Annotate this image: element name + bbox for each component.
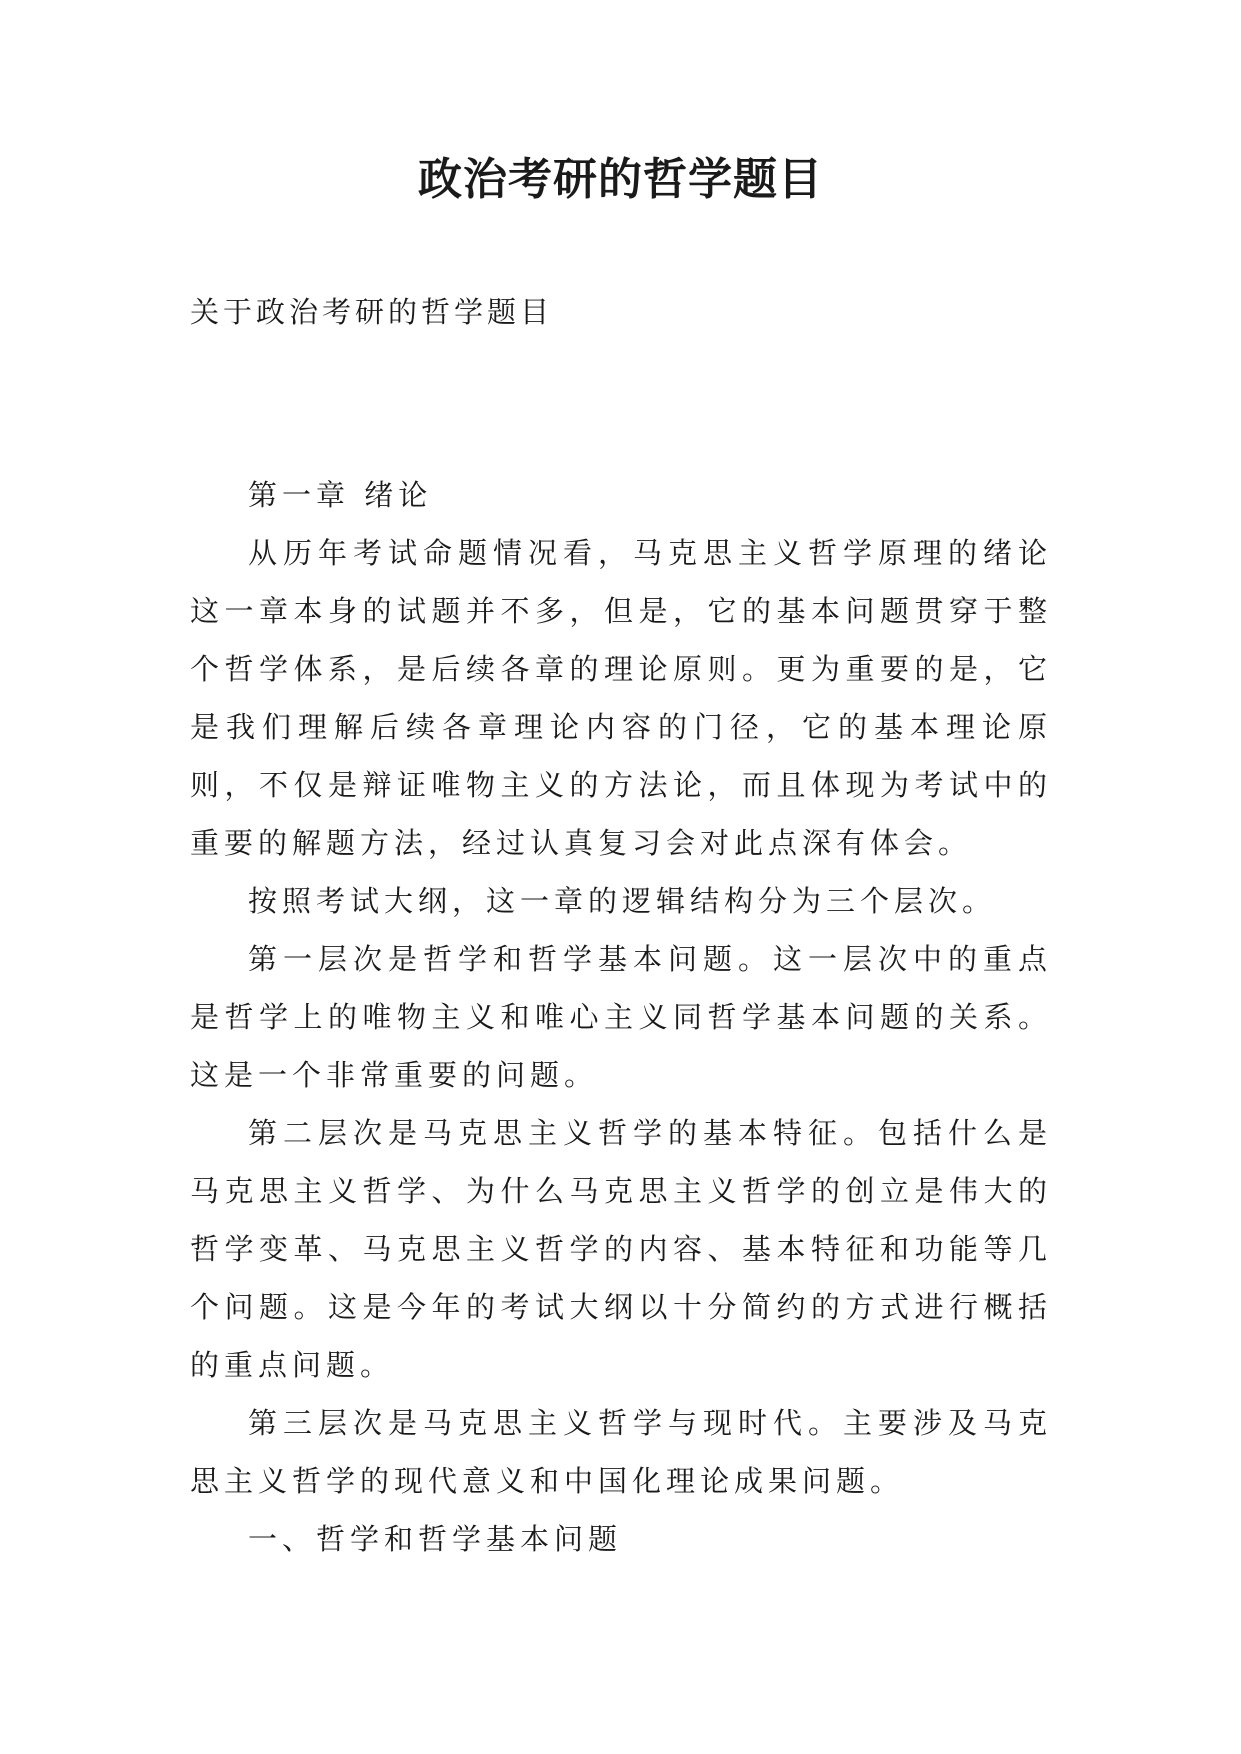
body-paragraph: 第一层次是哲学和哲学基本问题。这一层次中的重点是哲学上的唯物主义和唯心主义同哲学基本问题的关系。这是一个非常重要的问题。 [190, 942, 1052, 1092]
chapter-heading: 第一章 绪论 [248, 478, 433, 512]
document-subtitle: 关于政治考研的哲学题目 [190, 295, 554, 329]
body-paragraph: 从历年考试命题情况看，马克思主义哲学原理的绪论这一章本身的试题并不多，但是，它的基本问题贯穿于整个哲学体系，是后续各章的理论原则。更为重要的是，它是我们理解后续各章理论内容的门径，它的基本理论原则，不仅是辩证唯物主义的方法论，而且体现为考试中的重要的解题方法，经过认真复习会对此点深有体会。 [190, 536, 1052, 860]
body-paragraph: 第二层次是马克思主义哲学的基本特征。包括什么是马克思主义哲学、为什么马克思主义哲学的创立是伟大的哲学变革、马克思主义哲学的内容、基本特征和功能等几个问题。这是今年的考试大纲以十分简约的方式进行概括的重点问题。 [190, 1116, 1052, 1382]
page-title: 政治考研的哲学题目 [418, 154, 823, 205]
body-paragraph: 第三层次是马克思主义哲学与现时代。主要涉及马克思主义哲学的现代意义和中国化理论成果问题。 [190, 1406, 1052, 1498]
body-paragraph: 按照考试大纲，这一章的逻辑结构分为三个层次。 [248, 884, 997, 918]
section-heading: 一、哲学和哲学基本问题 [248, 1522, 623, 1556]
document-body [190, 466, 1052, 1568]
